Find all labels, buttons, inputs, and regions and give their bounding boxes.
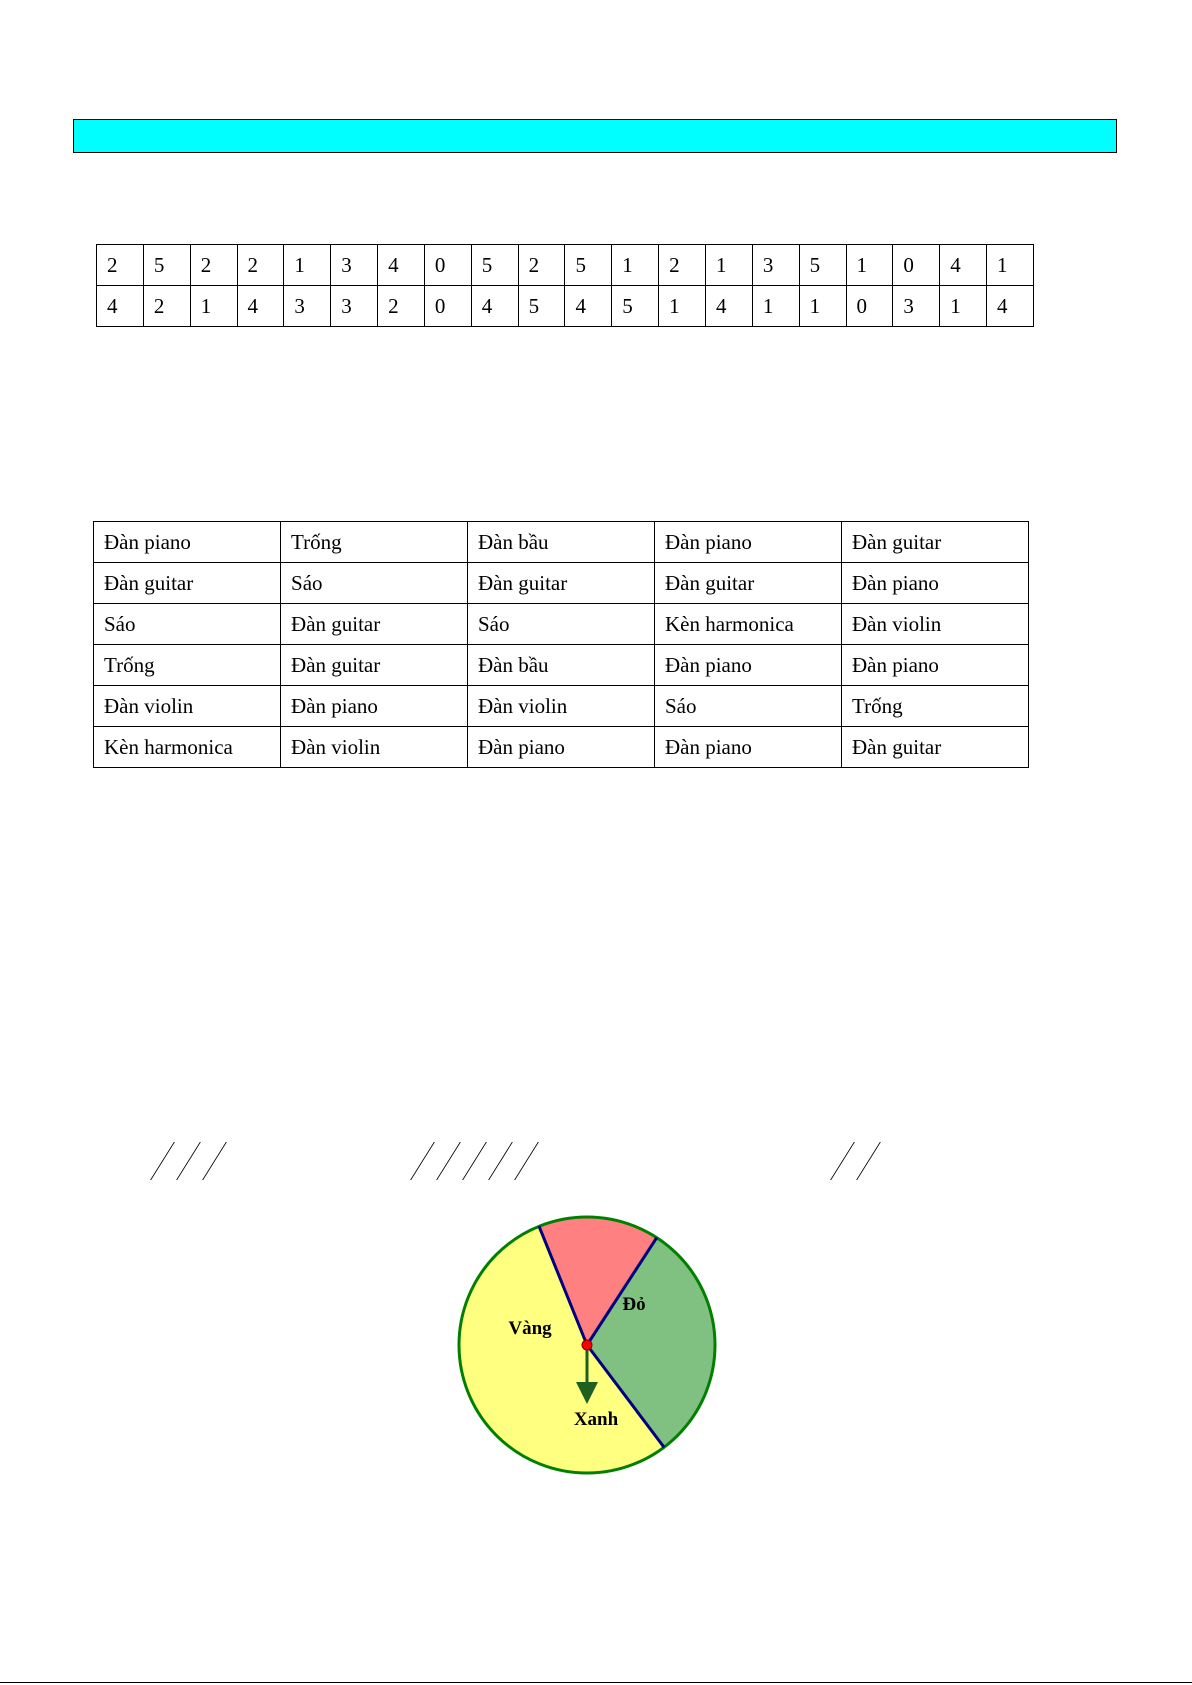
table-cell: 4 (987, 286, 1034, 327)
table-cell: Đàn guitar (468, 563, 655, 604)
table-cell: 4 (378, 245, 425, 286)
table-cell: Đàn guitar (94, 563, 281, 604)
table-cell: Đàn guitar (654, 563, 841, 604)
spinner-wheel (454, 1210, 724, 1480)
sector-label-vang: Vàng (508, 1318, 552, 1339)
tally-stroke (488, 1142, 513, 1180)
table-cell: 2 (143, 286, 190, 327)
tally-stroke (514, 1142, 539, 1180)
table-cell: Đàn bầu (468, 645, 655, 686)
table-cell: Trống (94, 645, 281, 686)
instrument-table (93, 521, 1029, 768)
instrument-row (94, 645, 1029, 686)
tally-mark-group (832, 1142, 877, 1182)
table-cell: 2 (518, 245, 565, 286)
table-cell: Đàn violin (94, 686, 281, 727)
table-cell: 1 (987, 245, 1034, 286)
spinner-center (582, 1340, 592, 1350)
table-cell: 4 (705, 286, 752, 327)
table-cell: 3 (893, 286, 940, 327)
tally-stroke (856, 1142, 881, 1180)
table-cell: 0 (424, 245, 471, 286)
tally-stroke (830, 1142, 855, 1180)
section-banner (73, 119, 1117, 153)
tally-stroke (176, 1142, 201, 1180)
table-cell: Đàn guitar (842, 522, 1029, 563)
table-cell: 5 (612, 286, 659, 327)
table-cell: 3 (331, 245, 378, 286)
table-cell: Đàn piano (842, 645, 1029, 686)
number-row (97, 245, 1034, 286)
table-cell: 2 (237, 245, 284, 286)
table-cell: 0 (893, 245, 940, 286)
table-cell: Đàn violin (842, 604, 1029, 645)
number-row (97, 286, 1034, 327)
table-cell: Đàn bầu (468, 522, 655, 563)
table-cell: 1 (190, 286, 237, 327)
table-cell: 5 (471, 245, 518, 286)
table-cell: 5 (799, 245, 846, 286)
table-cell: 5 (518, 286, 565, 327)
table-cell: Sáo (94, 604, 281, 645)
table-cell: Đàn piano (654, 727, 841, 768)
table-cell: Sáo (654, 686, 841, 727)
tally-stroke (436, 1142, 461, 1180)
instrument-row (94, 563, 1029, 604)
table-cell: 4 (940, 245, 987, 286)
table-cell: 4 (97, 286, 144, 327)
table-cell: 4 (565, 286, 612, 327)
table-cell: 1 (940, 286, 987, 327)
table-cell: Đàn piano (654, 522, 841, 563)
instrument-row (94, 686, 1029, 727)
table-cell: 1 (659, 286, 706, 327)
table-cell: 1 (705, 245, 752, 286)
table-cell: 2 (378, 286, 425, 327)
table-cell: Kèn harmonica (94, 727, 281, 768)
table-cell: 2 (659, 245, 706, 286)
number-table (96, 244, 1034, 327)
table-cell: Trống (281, 522, 468, 563)
footer-rule (0, 1682, 1192, 1683)
table-cell: Sáo (468, 604, 655, 645)
table-cell: Sáo (281, 563, 468, 604)
table-cell: 0 (424, 286, 471, 327)
sector-label-do: Đỏ (622, 1294, 646, 1315)
table-cell: Đàn piano (94, 522, 281, 563)
tally-mark-group (412, 1142, 535, 1182)
table-cell: Đàn piano (842, 563, 1029, 604)
instrument-row (94, 604, 1029, 645)
table-cell: Đàn violin (281, 727, 468, 768)
table-cell: Đàn piano (468, 727, 655, 768)
table-cell: 3 (331, 286, 378, 327)
table-cell: Kèn harmonica (654, 604, 841, 645)
tally-mark-group (152, 1142, 223, 1182)
tally-stroke (202, 1142, 227, 1180)
sector-label-xanh: Xanh (573, 1409, 619, 1430)
table-cell: 1 (752, 286, 799, 327)
table-cell: 2 (190, 245, 237, 286)
table-cell: Đàn piano (281, 686, 468, 727)
tally-stroke (410, 1142, 435, 1180)
table-cell: 3 (284, 286, 331, 327)
table-cell: 1 (799, 286, 846, 327)
table-cell: 1 (612, 245, 659, 286)
table-cell: Đàn guitar (281, 604, 468, 645)
table-cell: 1 (846, 245, 893, 286)
table-cell: Trống (842, 686, 1029, 727)
tally-stroke (150, 1142, 175, 1180)
table-cell: 2 (97, 245, 144, 286)
table-cell: 4 (471, 286, 518, 327)
table-cell: 4 (237, 286, 284, 327)
table-cell: 1 (284, 245, 331, 286)
table-cell: 3 (752, 245, 799, 286)
table-cell: 5 (565, 245, 612, 286)
table-cell: Đàn violin (468, 686, 655, 727)
table-cell: Đàn guitar (281, 645, 468, 686)
table-cell: Đàn piano (654, 645, 841, 686)
table-cell: 0 (846, 286, 893, 327)
tally-stroke (462, 1142, 487, 1180)
table-cell: Đàn guitar (842, 727, 1029, 768)
instrument-row (94, 522, 1029, 563)
table-cell: 5 (143, 245, 190, 286)
instrument-row (94, 727, 1029, 768)
